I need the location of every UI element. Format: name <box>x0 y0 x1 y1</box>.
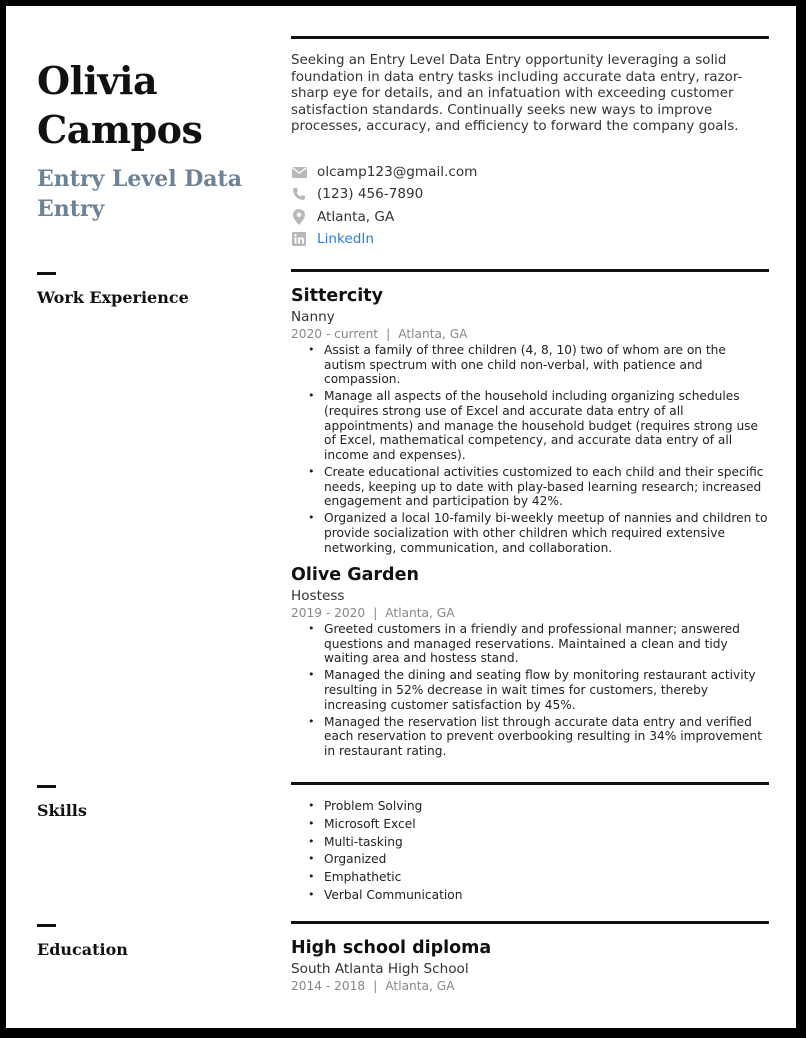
skills-divider <box>291 782 769 785</box>
job-company: Olive Garden <box>291 565 419 585</box>
job-bullet: • Manage all aspects of the household including organizing schedules (requires strong use of Excel and accurate data entry of all appointments) and manage the household budget (requires strong use of Excel, mathematical competency, and accurate data entry of all income and expenses). <box>308 389 769 462</box>
contact-location <box>291 206 769 228</box>
degree-name: High school diploma <box>291 938 492 958</box>
location-text: Atlanta, GA <box>317 208 395 225</box>
job-title: Hostess <box>291 588 345 604</box>
role-line-1: Entry Level Data <box>37 166 242 192</box>
job-title: Nanny <box>291 309 335 325</box>
education-divider <box>291 921 769 924</box>
skill-item: • Verbal Communication <box>308 888 769 903</box>
email-text[interactable]: olcamp123@gmail.com <box>317 164 478 181</box>
meta-separator: | <box>373 979 378 993</box>
skills-list-wrap <box>291 799 769 906</box>
first-name: Olivia <box>37 58 158 103</box>
skill-item: • Multi-tasking <box>308 835 769 850</box>
school-name: South Atlanta High School <box>291 961 469 977</box>
education-meta <box>291 978 769 995</box>
skill-item: • Organized <box>308 852 769 867</box>
job-bullet: • Managed the dining and seating flow by monitoring restaurant activity resulting in 52% decrease in wait times for customers, thereby increasing customer satisfaction by 45%. <box>308 668 769 712</box>
skills-dash <box>37 785 56 788</box>
last-name: Campos <box>37 107 203 152</box>
role-line-2: Entry <box>37 196 105 222</box>
job-location: Atlanta, GA <box>385 606 455 620</box>
skill-item: • Problem Solving <box>308 799 769 814</box>
contact-email <box>291 161 769 183</box>
resume-page <box>6 6 796 1028</box>
summary-divider <box>291 36 769 39</box>
linkedin-link[interactable]: LinkedIn <box>317 231 374 248</box>
contact-list <box>291 161 769 250</box>
work-divider <box>291 269 769 272</box>
job-meta <box>291 605 769 622</box>
education-entry <box>291 937 769 995</box>
education-location: Atlanta, GA <box>385 979 455 993</box>
map-pin-icon <box>291 209 307 225</box>
contact-linkedin <box>291 228 769 250</box>
job-location: Atlanta, GA <box>398 327 468 341</box>
job-bullet: • Organized a local 10-family bi-weekly meetup of nannies and children to provide socialization with other children which required extensive networking, communication, and collaboration. <box>308 511 769 555</box>
phone-icon <box>291 186 307 202</box>
skill-item: • Microsoft Excel <box>308 817 769 832</box>
job-entry <box>291 285 769 558</box>
job-bullet: • Greeted customers in a friendly and professional manner; answered questions and managed reservations. Maintained a clean and tidy waiting area and hostess stand. <box>308 622 769 666</box>
job-bullet: • Managed the reservation list through accurate data entry and verified each reservation to prevent overbooking resulting in 34% improvement in restaurant rating. <box>308 715 769 759</box>
job-entry <box>291 564 769 761</box>
skills-list <box>291 799 769 903</box>
job-bullet: • Assist a family of three children (4, 8, 10) two of whom are on the autism spectrum with one child non-verbal, with patience and compassion. <box>308 343 769 387</box>
meta-separator: | <box>373 606 378 620</box>
job-dates: 2020 - current <box>291 327 379 341</box>
education-dates: 2014 - 2018 <box>291 979 366 993</box>
job-bullet: • Create educational activities customized to each child and their specific needs, keeping up to date with play-based learning research; increased engagement and participation by 42%. <box>308 465 769 509</box>
skill-item: • Emphathetic <box>308 870 769 885</box>
job-meta <box>291 326 769 343</box>
meta-separator: | <box>386 327 391 341</box>
linkedin-icon <box>291 231 307 247</box>
work-dash <box>37 272 56 275</box>
education-dash <box>37 924 56 927</box>
job-company: Sittercity <box>291 286 383 306</box>
target-role <box>37 164 277 224</box>
job-dates: 2019 - 2020 <box>291 606 366 620</box>
summary-text: Seeking an Entry Level Data Entry opportunity leveraging a solid foundation in data entry tasks including accurate data entry, razor-sharp eye for details, and an infatuation with exceeding customer satisfaction standards. Continually seeks new ways to improve processes, accuracy, and efficiency to forward the company goals. <box>291 53 743 135</box>
candidate-name <box>37 56 277 154</box>
contact-phone <box>291 183 769 205</box>
job-bullets <box>291 622 769 759</box>
skills-heading: Skills <box>37 801 87 820</box>
job-bullets <box>291 343 769 555</box>
envelope-icon <box>291 164 307 180</box>
education-heading: Education <box>37 940 128 959</box>
work-experience-heading: Work Experience <box>37 288 189 307</box>
phone-text[interactable]: (123) 456-7890 <box>317 186 424 203</box>
